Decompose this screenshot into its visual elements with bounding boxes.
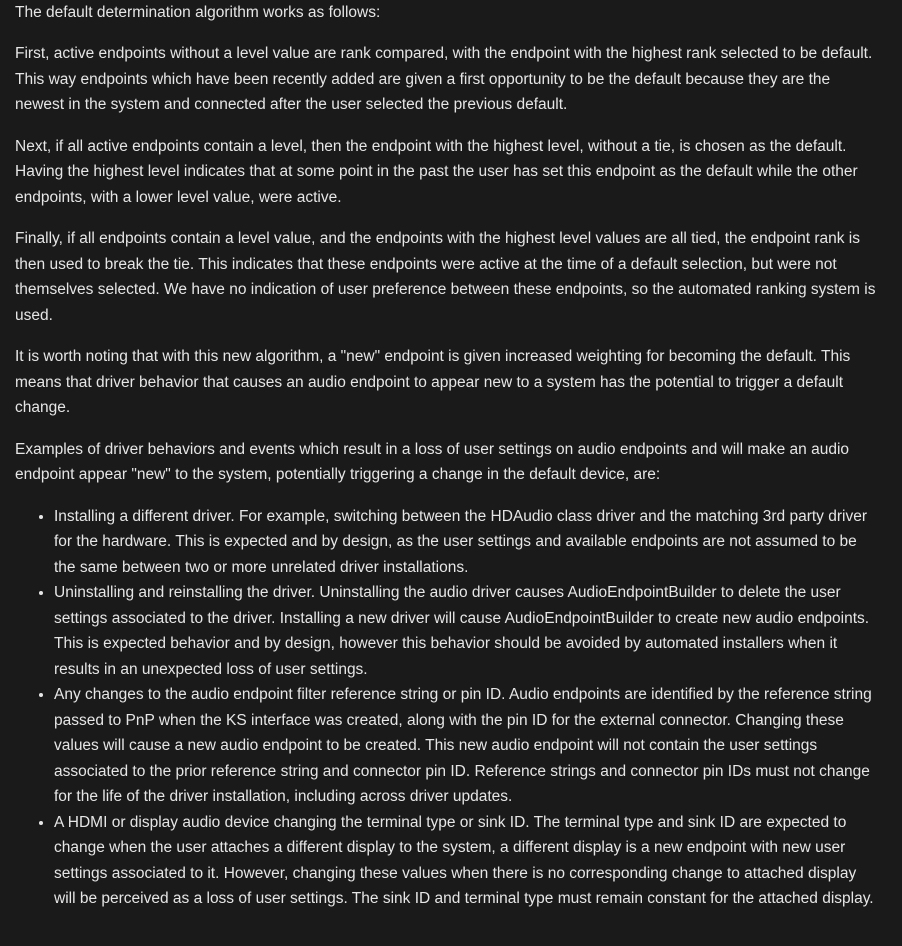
paragraph-finally: Finally, if all endpoints contain a level value, and the endpoints with the highest level values are all tied, the endpoint rank is then used to break the tie. This indicates that these endpoints were active at the time of a default selection, but were not themselves selected. We have no indication of user preference between these endpoints, so the automated ranking system is used. (15, 230, 876, 324)
examples-list (15, 504, 882, 912)
paragraph-first: First, active endpoints without a level value are rank compared, with the endpoint with the highest rank selected to be default. This way endpoints which have been recently added are given a first opportunity to be the default because they are the newest in the system and connected after the user selected the previous default. (15, 45, 873, 113)
list-item: • A HDMI or display audio device changing the terminal type or sink ID. The terminal type and sink ID are expected to change when the user attaches a different display to the system, a different display is a new endpoint with new user settings associated to it. However, changing these values when there is no corresponding change to attached display will be perceived as a loss of user settings. The sink ID and terminal type must remain constant for the attached display. (54, 810, 882, 912)
list-item: • Any changes to the audio endpoint filter reference string or pin ID. Audio endpoints are identified by the reference string passed to PnP when the KS interface was created, along with the pin ID for the external connector. Changing these values will cause a new audio endpoint to be created. This new audio endpoint will not contain the user settings associated to the prior reference string and connector pin ID. Reference strings and connector pin IDs must not change for the life of the driver installation, including across driver updates. (54, 682, 882, 810)
intro-text: The default determination algorithm works as follows: (15, 4, 381, 21)
list-item: • Uninstalling and reinstalling the driver. Uninstalling the audio driver causes AudioEndpointBuilder to delete the user settings associated to the driver. Installing a new driver will cause AudioEndpointBuilder to create new audio endpoints. This is expected behavior and by design, however this behavior should be avoided by automated installers when it results in an unexpected loss of user settings. (54, 580, 882, 682)
paragraph-new-endpoint-note: It is worth noting that with this new algorithm, a "new" endpoint is given increased weighting for becoming the default. This means that driver behavior that causes an audio endpoint to appear new to a system has the potential to trigger a default change. (15, 348, 851, 416)
list-item: • Installing a different driver. For example, switching between the HDAudio class driver and the matching 3rd party driver for the hardware. This is expected and by design, as the user settings and available endpoints are not assumed to be the same between two or more unrelated driver installations. (54, 504, 882, 581)
paragraph-next: Next, if all active endpoints contain a level, then the endpoint with the highest level, without a tie, is chosen as the default. Having the highest level indicates that at some point in the past the user has set this endpoint as the default while the other endpoints, with a lower level value, were active. (15, 137, 858, 206)
paragraph-examples-intro: Examples of driver behaviors and events which result in a loss of user settings on audio endpoints and will make an audio endpoint appear "new" to the system, potentially triggering a change in the default device, are: (15, 440, 850, 483)
